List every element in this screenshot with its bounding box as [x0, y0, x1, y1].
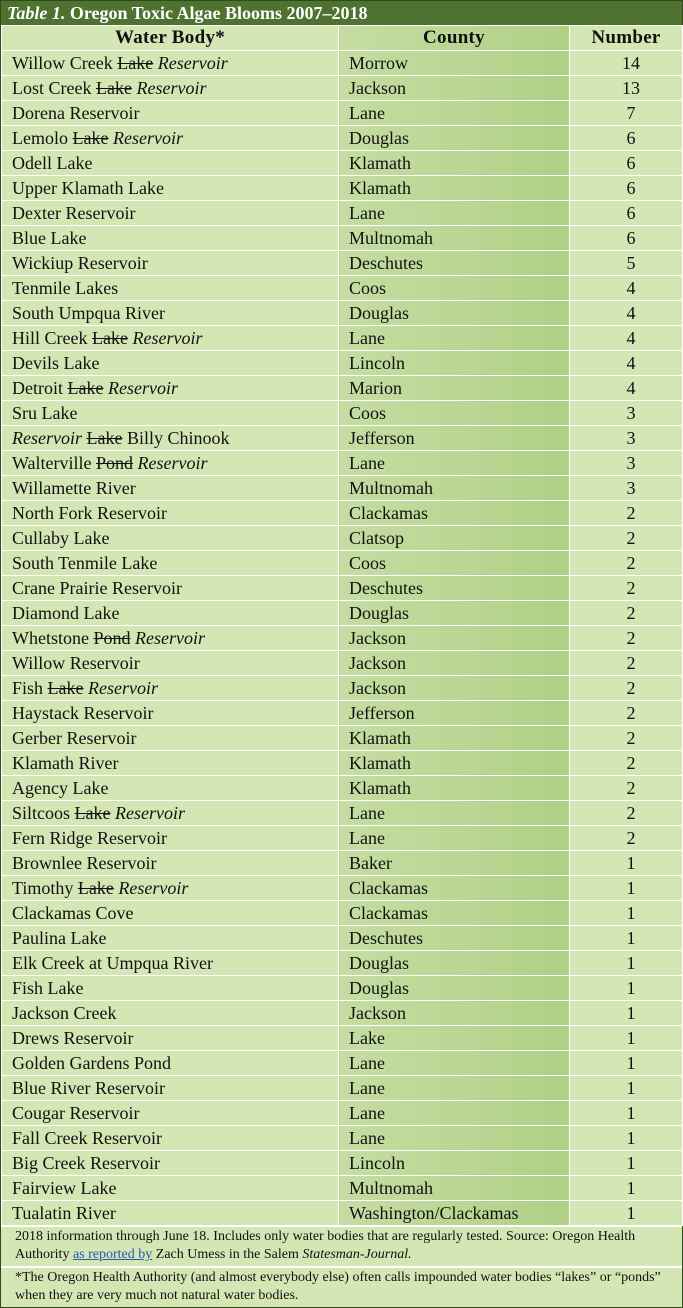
table-row — [2, 826, 683, 851]
number-cell: 4 — [570, 376, 683, 401]
county-cell: Deschutes — [339, 251, 570, 276]
table-row — [2, 501, 683, 526]
water-body-text: Detroit — [12, 378, 68, 398]
water-body-cell — [2, 626, 339, 651]
corrected-word: Reservoir — [132, 328, 203, 348]
table-row — [2, 1151, 683, 1176]
struck-word: Lake — [91, 328, 128, 348]
water-body-text: Fall Creek Reservoir — [12, 1128, 162, 1148]
struck-word: Lake — [77, 878, 114, 898]
corrected-word: Reservoir — [115, 803, 185, 823]
table-row — [2, 251, 683, 276]
county-cell: Multnomah — [339, 476, 570, 501]
water-body-text: Willow Creek — [12, 53, 118, 73]
county-cell: Marion — [339, 376, 570, 401]
water-body-text: Upper Klamath Lake — [12, 178, 164, 198]
county-cell: Clackamas — [339, 501, 570, 526]
number-cell: 2 — [570, 526, 683, 551]
table-body — [2, 51, 683, 1226]
table-row — [2, 476, 683, 501]
table-row — [2, 1076, 683, 1101]
corrected-word: Reservoir — [88, 678, 158, 698]
table-row — [2, 226, 683, 251]
county-cell: Lane — [339, 1051, 570, 1076]
water-body-text: Haystack Reservoir — [12, 703, 154, 723]
number-cell: 6 — [570, 201, 683, 226]
table-row — [2, 51, 683, 76]
table-row — [2, 276, 683, 301]
number-cell: 2 — [570, 826, 683, 851]
county-cell: Washington/Clackamas — [339, 1201, 570, 1226]
number-cell: 1 — [570, 901, 683, 926]
number-cell: 4 — [570, 276, 683, 301]
number-cell: 2 — [570, 776, 683, 801]
water-body-cell — [2, 701, 339, 726]
table-row — [2, 301, 683, 326]
water-body-cell — [2, 676, 339, 701]
county-cell: Lane — [339, 1101, 570, 1126]
water-body-text: Fish Lake — [12, 978, 84, 998]
water-body-cell — [2, 801, 339, 826]
table-row — [2, 1051, 683, 1076]
county-cell: Lane — [339, 326, 570, 351]
county-cell: Douglas — [339, 601, 570, 626]
table-row — [2, 101, 683, 126]
water-body-cell — [2, 726, 339, 751]
struck-word: Lake — [74, 803, 111, 823]
number-cell: 4 — [570, 326, 683, 351]
table-row — [2, 876, 683, 901]
water-body-cell — [2, 251, 339, 276]
water-body-text: Big Creek Reservoir — [12, 1153, 160, 1173]
number-cell: 1 — [570, 1151, 683, 1176]
table-row — [2, 676, 683, 701]
water-body-text: Whetstone — [12, 628, 94, 648]
water-body-cell — [2, 126, 339, 151]
table-row — [2, 951, 683, 976]
number-cell: 2 — [570, 676, 683, 701]
corrected-word: Reservoir — [118, 878, 189, 898]
table-row — [2, 1201, 683, 1226]
county-cell: Clatsop — [339, 526, 570, 551]
water-body-cell — [2, 551, 339, 576]
county-cell: Lane — [339, 1126, 570, 1151]
water-body-text: Willamette River — [12, 478, 136, 498]
county-cell: Deschutes — [339, 926, 570, 951]
table-row — [2, 201, 683, 226]
algae-blooms-table — [1, 25, 683, 1226]
table-row — [2, 1126, 683, 1151]
number-cell: 1 — [570, 976, 683, 1001]
water-body-text: Drews Reservoir — [12, 1028, 134, 1048]
number-cell: 1 — [570, 1176, 683, 1201]
number-cell: 4 — [570, 301, 683, 326]
table-row — [2, 1001, 683, 1026]
table-row — [2, 701, 683, 726]
water-body-cell — [2, 1076, 339, 1101]
water-body-cell — [2, 351, 339, 376]
water-body-text: Tualatin River — [12, 1203, 116, 1223]
county-cell: Klamath — [339, 726, 570, 751]
county-cell: Lane — [339, 101, 570, 126]
corrected-word: Reservoir — [12, 428, 82, 448]
table-row — [2, 126, 683, 151]
number-cell: 6 — [570, 176, 683, 201]
number-cell: 2 — [570, 801, 683, 826]
county-cell: Klamath — [339, 776, 570, 801]
county-cell: Jackson — [339, 1001, 570, 1026]
number-cell: 1 — [570, 876, 683, 901]
water-body-text: Dorena Reservoir — [12, 103, 140, 123]
county-cell: Clackamas — [339, 876, 570, 901]
number-cell: 2 — [570, 576, 683, 601]
county-cell: Morrow — [339, 51, 570, 76]
table-title — [1, 1, 682, 25]
water-body-text: Siltcoos — [12, 803, 75, 823]
water-body-cell — [2, 526, 339, 551]
struck-word: Lake — [47, 678, 84, 698]
water-body-cell — [2, 276, 339, 301]
county-cell: Lincoln — [339, 1151, 570, 1176]
number-cell: 1 — [570, 1126, 683, 1151]
number-cell: 2 — [570, 626, 683, 651]
water-body-cell — [2, 376, 339, 401]
number-cell: 2 — [570, 651, 683, 676]
water-body-cell — [2, 1051, 339, 1076]
county-cell: Jackson — [339, 76, 570, 101]
number-cell: 1 — [570, 1001, 683, 1026]
table-row — [2, 326, 683, 351]
water-body-text: Clackamas Cove — [12, 903, 134, 923]
water-body-text: Blue Lake — [12, 228, 87, 248]
county-cell: Douglas — [339, 951, 570, 976]
number-cell: 2 — [570, 601, 683, 626]
table-row — [2, 901, 683, 926]
number-cell: 6 — [570, 226, 683, 251]
header-row — [2, 26, 683, 51]
water-body-text: Jackson Creek — [12, 1003, 117, 1023]
water-body-text: Fairview Lake — [12, 1178, 117, 1198]
table-row — [2, 1101, 683, 1126]
header-number: Number — [570, 26, 683, 51]
table-row — [2, 376, 683, 401]
water-body-text: Willow Reservoir — [12, 653, 140, 673]
number-cell: 1 — [570, 951, 683, 976]
water-body-cell — [2, 1126, 339, 1151]
number-cell: 2 — [570, 751, 683, 776]
county-cell: Multnomah — [339, 226, 570, 251]
county-cell: Lane — [339, 451, 570, 476]
number-cell: 2 — [570, 501, 683, 526]
water-body-text: Blue River Reservoir — [12, 1078, 165, 1098]
water-body-cell — [2, 501, 339, 526]
county-cell: Klamath — [339, 176, 570, 201]
county-cell: Lane — [339, 801, 570, 826]
table-row — [2, 526, 683, 551]
water-body-text: Tenmile Lakes — [12, 278, 119, 298]
number-cell: 1 — [570, 851, 683, 876]
county-cell: Lane — [339, 1076, 570, 1101]
water-body-cell — [2, 876, 339, 901]
water-body-cell — [2, 51, 339, 76]
county-cell: Jefferson — [339, 701, 570, 726]
water-body-cell — [2, 326, 339, 351]
water-body-text: Wickiup Reservoir — [12, 253, 148, 273]
table-row — [2, 401, 683, 426]
number-cell: 4 — [570, 351, 683, 376]
reported-by-link[interactable]: as reported by — [72, 1247, 153, 1262]
corrected-word: Reservoir — [136, 78, 207, 98]
footnote: *The Oregon Health Authority (and almost everybody else) often calls impounded water bodies “lakes” or “ponds” when they are very much not natural water bodies. — [1, 1266, 682, 1307]
header-county: County — [339, 26, 570, 51]
water-body-cell — [2, 1151, 339, 1176]
water-body-cell — [2, 1176, 339, 1201]
table-row — [2, 451, 683, 476]
number-cell: 1 — [570, 1101, 683, 1126]
table-row — [2, 851, 683, 876]
county-cell: Multnomah — [339, 1176, 570, 1201]
table-caption: Oregon Toxic Algae Blooms 2007–2018 — [65, 3, 368, 23]
water-body-text: Lost Creek — [12, 78, 96, 98]
water-body-cell — [2, 1026, 339, 1051]
water-body-cell — [2, 151, 339, 176]
water-body-text: Dexter Reservoir — [12, 203, 136, 223]
corrected-word: Reservoir — [135, 628, 205, 648]
water-body-cell — [2, 476, 339, 501]
source-publication: Statesman-Journal. — [302, 1247, 412, 1262]
water-body-cell — [2, 76, 339, 101]
water-body-text: Cullaby Lake — [12, 528, 110, 548]
number-cell: 2 — [570, 726, 683, 751]
water-body-text: Fern Ridge Reservoir — [12, 828, 167, 848]
table-row — [2, 751, 683, 776]
water-body-cell — [2, 976, 339, 1001]
number-cell: 3 — [570, 451, 683, 476]
struck-word: Lake — [67, 378, 104, 398]
number-cell: 3 — [570, 476, 683, 501]
county-cell: Lane — [339, 826, 570, 851]
number-cell: 3 — [570, 426, 683, 451]
water-body-text: Devils Lake — [12, 353, 100, 373]
water-body-cell — [2, 751, 339, 776]
table-row — [2, 776, 683, 801]
water-body-text: Crane Prairie Reservoir — [12, 578, 182, 598]
table-row — [2, 1026, 683, 1051]
number-cell: 5 — [570, 251, 683, 276]
water-body-cell — [2, 576, 339, 601]
water-body-text: Sru Lake — [12, 403, 78, 423]
water-body-text: North Fork Reservoir — [12, 503, 167, 523]
county-cell: Klamath — [339, 751, 570, 776]
water-body-text: Hill Creek — [12, 328, 92, 348]
number-cell: 1 — [570, 1026, 683, 1051]
water-body-text: South Umpqua River — [12, 303, 165, 323]
water-body-text: South Tenmile Lake — [12, 553, 158, 573]
source-note-author: Zach Umess in the Salem — [152, 1247, 303, 1262]
county-cell: Lane — [339, 201, 570, 226]
table-row — [2, 551, 683, 576]
table-row — [2, 351, 683, 376]
water-body-cell — [2, 926, 339, 951]
water-body-cell — [2, 951, 339, 976]
water-body-text: Timothy — [12, 878, 78, 898]
water-body-text: Gerber Reservoir — [12, 728, 137, 748]
number-cell: 1 — [570, 1051, 683, 1076]
county-cell: Coos — [339, 401, 570, 426]
table-row — [2, 626, 683, 651]
struck-word: Lake — [86, 428, 123, 448]
county-cell: Klamath — [339, 151, 570, 176]
number-cell: 3 — [570, 401, 683, 426]
water-body-cell — [2, 826, 339, 851]
number-cell: 7 — [570, 101, 683, 126]
number-cell: 2 — [570, 701, 683, 726]
water-body-text: Paulina Lake — [12, 928, 107, 948]
water-body-text: Fish — [12, 678, 48, 698]
county-cell: Jackson — [339, 651, 570, 676]
number-cell: 1 — [570, 926, 683, 951]
county-cell: Coos — [339, 276, 570, 301]
table-row — [2, 926, 683, 951]
water-body-text: Klamath River — [12, 753, 119, 773]
county-cell: Deschutes — [339, 576, 570, 601]
header-water-body: Water Body* — [2, 26, 339, 51]
corrected-word: Reservoir — [112, 128, 183, 148]
table-row — [2, 651, 683, 676]
number-cell: 14 — [570, 51, 683, 76]
water-body-cell — [2, 1101, 339, 1126]
water-body-text: Golden Gardens Pond — [12, 1053, 171, 1073]
water-body-text: Odell Lake — [12, 153, 93, 173]
county-cell: Clackamas — [339, 901, 570, 926]
number-cell: 1 — [570, 1201, 683, 1226]
table-row — [2, 176, 683, 201]
county-cell: Douglas — [339, 126, 570, 151]
table-row — [2, 976, 683, 1001]
table-row — [2, 801, 683, 826]
water-body-text: Lemolo — [12, 128, 73, 148]
water-body-cell — [2, 1201, 339, 1226]
water-body-cell — [2, 426, 339, 451]
number-cell: 6 — [570, 126, 683, 151]
water-body-cell — [2, 851, 339, 876]
water-body-text: Walterville — [12, 453, 97, 473]
struck-word: Pond — [93, 628, 131, 648]
county-cell: Douglas — [339, 301, 570, 326]
struck-word: Lake — [95, 78, 132, 98]
source-note-text: 2018 information through June 18. Includes only water bodies that are regularly tested. Source: Oregon Health Authority — [15, 1229, 636, 1262]
water-body-text: Billy Chinook — [122, 428, 230, 448]
table-row — [2, 151, 683, 176]
corrected-word: Reservoir — [137, 453, 208, 473]
corrected-word: Reservoir — [157, 53, 228, 73]
county-cell: Douglas — [339, 976, 570, 1001]
county-cell: Coos — [339, 551, 570, 576]
water-body-cell — [2, 301, 339, 326]
water-body-cell — [2, 101, 339, 126]
water-body-text: Agency Lake — [12, 778, 109, 798]
water-body-cell — [2, 651, 339, 676]
county-cell: Jackson — [339, 626, 570, 651]
struck-word: Lake — [72, 128, 109, 148]
county-cell: Baker — [339, 851, 570, 876]
water-body-cell — [2, 776, 339, 801]
table-row — [2, 576, 683, 601]
corrected-word: Reservoir — [107, 378, 178, 398]
table-row — [2, 726, 683, 751]
water-body-text: Brownlee Reservoir — [12, 853, 157, 873]
number-cell: 6 — [570, 151, 683, 176]
county-cell: Jackson — [339, 676, 570, 701]
table-row — [2, 601, 683, 626]
table-row — [2, 1176, 683, 1201]
county-cell: Lincoln — [339, 351, 570, 376]
water-body-cell — [2, 201, 339, 226]
struck-word: Lake — [117, 53, 154, 73]
water-body-cell — [2, 601, 339, 626]
number-cell: 1 — [570, 1076, 683, 1101]
water-body-text: Cougar Reservoir — [12, 1103, 140, 1123]
table-number: Table 1. — [7, 3, 66, 23]
source-note — [1, 1226, 682, 1266]
water-body-cell — [2, 176, 339, 201]
table-row — [2, 76, 683, 101]
county-cell: Lake — [339, 1026, 570, 1051]
water-body-text: Elk Creek at Umpqua River — [12, 953, 213, 973]
water-body-cell — [2, 401, 339, 426]
water-body-cell — [2, 451, 339, 476]
number-cell: 2 — [570, 551, 683, 576]
water-body-cell — [2, 901, 339, 926]
county-cell: Jefferson — [339, 426, 570, 451]
table-row — [2, 426, 683, 451]
water-body-cell — [2, 1001, 339, 1026]
water-body-text: Diamond Lake — [12, 603, 120, 623]
struck-word: Pond — [96, 453, 134, 473]
number-cell: 13 — [570, 76, 683, 101]
water-body-cell — [2, 226, 339, 251]
